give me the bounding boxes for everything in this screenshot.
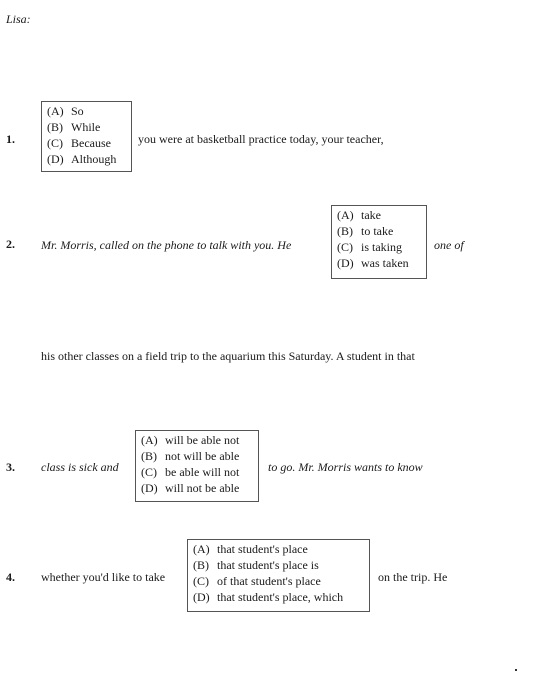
question-2-option-c[interactable]: (C) is taking xyxy=(337,240,402,254)
question-4-option-a[interactable]: (A) that student's place xyxy=(193,542,308,556)
question-3-option-a[interactable]: (A) will be able not xyxy=(141,433,240,447)
question-2-options xyxy=(331,205,427,279)
question-3-option-d[interactable]: (D) will not be able xyxy=(141,481,240,495)
question-1-option-c[interactable]: (C) Because xyxy=(47,136,111,150)
question-4-number: 4. xyxy=(6,570,15,584)
question-4-option-c[interactable]: (C) of that student's place xyxy=(193,574,321,588)
question-3-option-b[interactable]: (B) not will be able xyxy=(141,449,240,463)
question-2-text-after: one of xyxy=(434,238,464,252)
question-3-option-c[interactable]: (C) be able will not xyxy=(141,465,240,479)
question-2-option-a[interactable]: (A) take xyxy=(337,208,381,222)
question-4-option-b[interactable]: (B) that student's place is xyxy=(193,558,319,572)
question-3-options xyxy=(135,430,259,502)
question-3-text-after: to go. Mr. Morris wants to know xyxy=(268,460,423,474)
question-2-option-b[interactable]: (B) to take xyxy=(337,224,394,238)
question-1-options xyxy=(41,101,132,172)
question-1-number: 1. xyxy=(6,132,15,146)
question-1-option-a[interactable]: (A) So xyxy=(47,104,84,118)
question-3-text-before: class is sick and xyxy=(41,460,119,474)
question-1-option-b[interactable]: (B) While xyxy=(47,120,101,134)
stray-mark xyxy=(515,669,517,671)
question-1-text-after: you were at basketball practice today, your teacher, xyxy=(138,132,384,146)
passage-line: his other classes on a field trip to the aquarium this Saturday. A student in that xyxy=(41,349,415,363)
question-4-option-d[interactable]: (D) that student's place, which xyxy=(193,590,344,604)
question-1-option-d[interactable]: (D) Although xyxy=(47,152,117,166)
question-2-option-d[interactable]: (D) was taken xyxy=(337,256,409,270)
question-2-text-before: Mr. Morris, called on the phone to talk with you. He xyxy=(41,238,292,252)
question-2-number: 2. xyxy=(6,237,15,251)
speaker-label: Lisa: xyxy=(6,12,31,26)
question-4-text-after: on the trip. He xyxy=(378,570,448,584)
question-4-text-before: whether you'd like to take xyxy=(41,570,166,584)
question-3-number: 3. xyxy=(6,460,15,474)
question-4-options xyxy=(187,539,370,612)
